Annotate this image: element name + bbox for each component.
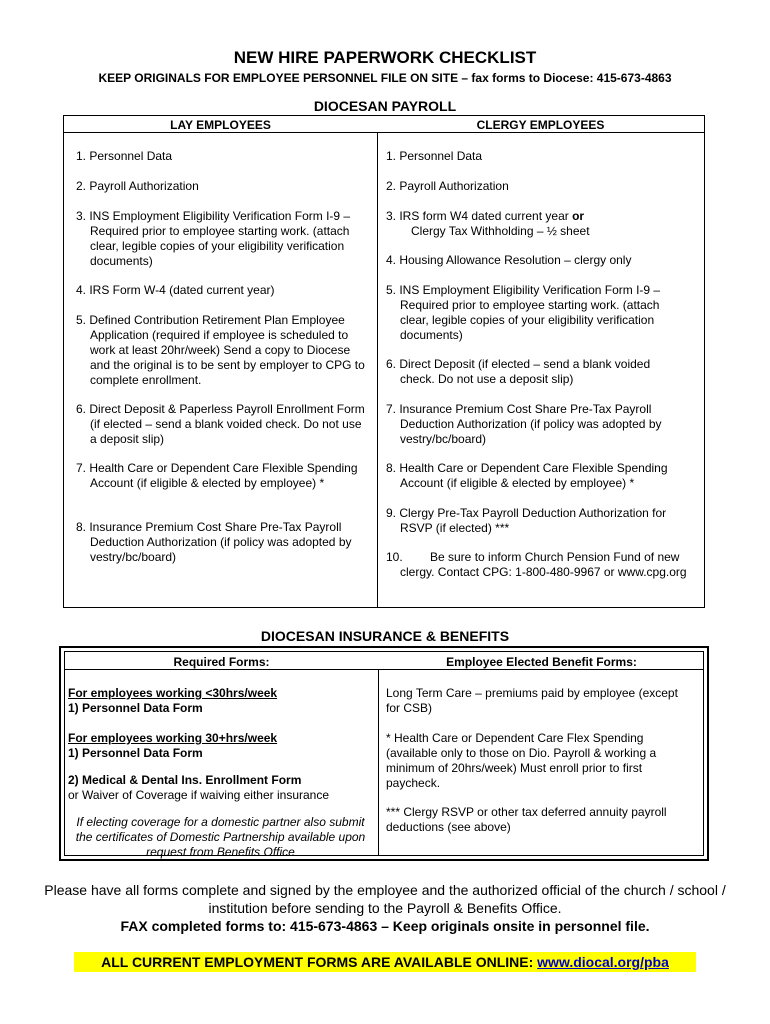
- payroll-header-divider: [64, 132, 704, 133]
- lay-item: 6. Direct Deposit & Paperless Payroll Enrollment Form (if elected – send a blank voided check. Do not use a deposit slip): [76, 402, 365, 446]
- clergy-item-or: or: [572, 209, 585, 223]
- clergy-item-text: 3. IRS form W4 dated current year: [386, 209, 569, 223]
- lay-item: 7. Health Care or Dependent Care Flexible Spending Account (if eligible & elected by employee) *: [76, 461, 358, 490]
- lay-item: 8. Insurance Premium Cost Share Pre-Tax Payroll Deduction Authorization (if policy was adopted by vestry/bc/board): [76, 520, 352, 564]
- online-forms-banner: [74, 952, 696, 972]
- over30-heading: For employees working 30+hrs/week: [68, 731, 278, 745]
- waiver-note: or Waiver of Coverage if waiving either insurance: [68, 788, 330, 802]
- lay-item: 1. Personnel Data: [76, 149, 173, 163]
- clergy-item: 4. Housing Allowance Resolution – clergy only: [386, 253, 632, 267]
- clergy-item: 9. Clergy Pre-Tax Payroll Deduction Authorization for RSVP (if elected) ***: [386, 506, 667, 535]
- lay-item: 4. IRS Form W-4 (dated current year): [76, 283, 275, 297]
- lay-item: 3. INS Employment Eligibility Verification Form I-9 – Required prior to employee starting work. (attach clear, legible copies of your eligibility verification documents): [76, 209, 351, 268]
- instructions-text: Please have all forms complete and signed by the employee and the authorized official of the church / school / institution before sending to the Payroll & Benefits Office.: [44, 882, 726, 916]
- fax-instructions: FAX completed forms to: 415-673-4863 – Keep originals onsite in personnel file.: [120, 918, 650, 934]
- clergy-item: Be sure to inform Church Pension Fund of new clergy. Contact CPG: 1-800-480-9967 or www.cpg.org: [400, 550, 687, 579]
- payroll-section-title: DIOCESAN PAYROLL: [313, 98, 457, 114]
- clergy-item-number: 10.: [386, 550, 403, 564]
- medical-dental-form: 2) Medical & Dental Ins. Enrollment Form: [68, 773, 302, 787]
- payroll-table: [63, 115, 705, 608]
- insurance-column-divider: [378, 669, 379, 855]
- clergy-item: 8. Health Care or Dependent Care Flexible Spending Account (if eligible & elected by employee) *: [386, 461, 668, 490]
- insurance-header-divider: [65, 669, 703, 670]
- online-forms-label: ALL CURRENT EMPLOYMENT FORMS ARE AVAILABLE ONLINE:: [101, 954, 534, 970]
- clergy-employees-heading: CLERGY EMPLOYEES: [476, 118, 605, 132]
- under30-heading: For employees working <30hrs/week: [68, 686, 278, 700]
- insurance-table-inner: [64, 651, 704, 859]
- rsvp-note: *** Clergy RSVP or other tax deferred annuity payroll deductions (see above): [386, 805, 667, 834]
- clergy-item: 7. Insurance Premium Cost Share Pre-Tax Payroll Deduction Authorization (if policy was adopted by vestry/bc/board): [386, 402, 662, 446]
- lay-employees-heading: LAY EMPLOYEES: [170, 118, 271, 132]
- online-forms-link[interactable]: www.diocal.org/pba: [537, 954, 669, 970]
- required-forms-heading: Required Forms:: [173, 655, 270, 669]
- page-title: NEW HIRE PAPERWORK CHECKLIST: [233, 48, 537, 67]
- insurance-table: [59, 646, 709, 861]
- page-subtitle: KEEP ORIGINALS FOR EMPLOYEE PERSONNEL FILE ON SITE – fax forms to Diocese: 415-673-4863: [98, 71, 672, 85]
- flex-spending-note: * Health Care or Dependent Care Flex Spending (available only to those on Dio. Payroll & working a minimum of 20hrs/week) Must enroll prior to first paycheck.: [386, 731, 657, 790]
- lay-item: 5. Defined Contribution Retirement Plan Employee Application (required if employee is scheduled to work at least 20hr/week) Send a copy to Diocese and the original is to be sent by employer to CPG to complete enrollment.: [76, 313, 365, 387]
- clergy-item: 5. INS Employment Eligibility Verification Form I-9 – Required prior to employee starting work. (attach clear, legible copies of your eligibility verification documents): [386, 283, 661, 342]
- clergy-item: 6. Direct Deposit (if elected – send a blank voided check. Do not use a deposit slip): [386, 357, 651, 386]
- domestic-partner-note: If electing coverage for a domestic partner also submit the certificates of Domestic Partnership available upon request from Benefits Office: [75, 815, 366, 859]
- payroll-column-divider: [377, 132, 378, 607]
- over30-form: 1) Personnel Data Form: [68, 746, 203, 760]
- clergy-item: 2. Payroll Authorization: [386, 179, 509, 193]
- long-term-care: Long Term Care – premiums paid by employee (except for CSB): [386, 686, 678, 715]
- clergy-item: 1. Personnel Data: [386, 149, 483, 163]
- clergy-item: [386, 209, 696, 224]
- under30-form: 1) Personnel Data Form: [68, 701, 203, 715]
- insurance-section-title: DIOCESAN INSURANCE & BENEFITS: [260, 628, 510, 644]
- lay-item: 2. Payroll Authorization: [76, 179, 199, 193]
- elected-forms-heading: Employee Elected Benefit Forms:: [446, 655, 637, 669]
- clergy-item-sub: Clergy Tax Withholding – ½ sheet: [411, 224, 590, 238]
